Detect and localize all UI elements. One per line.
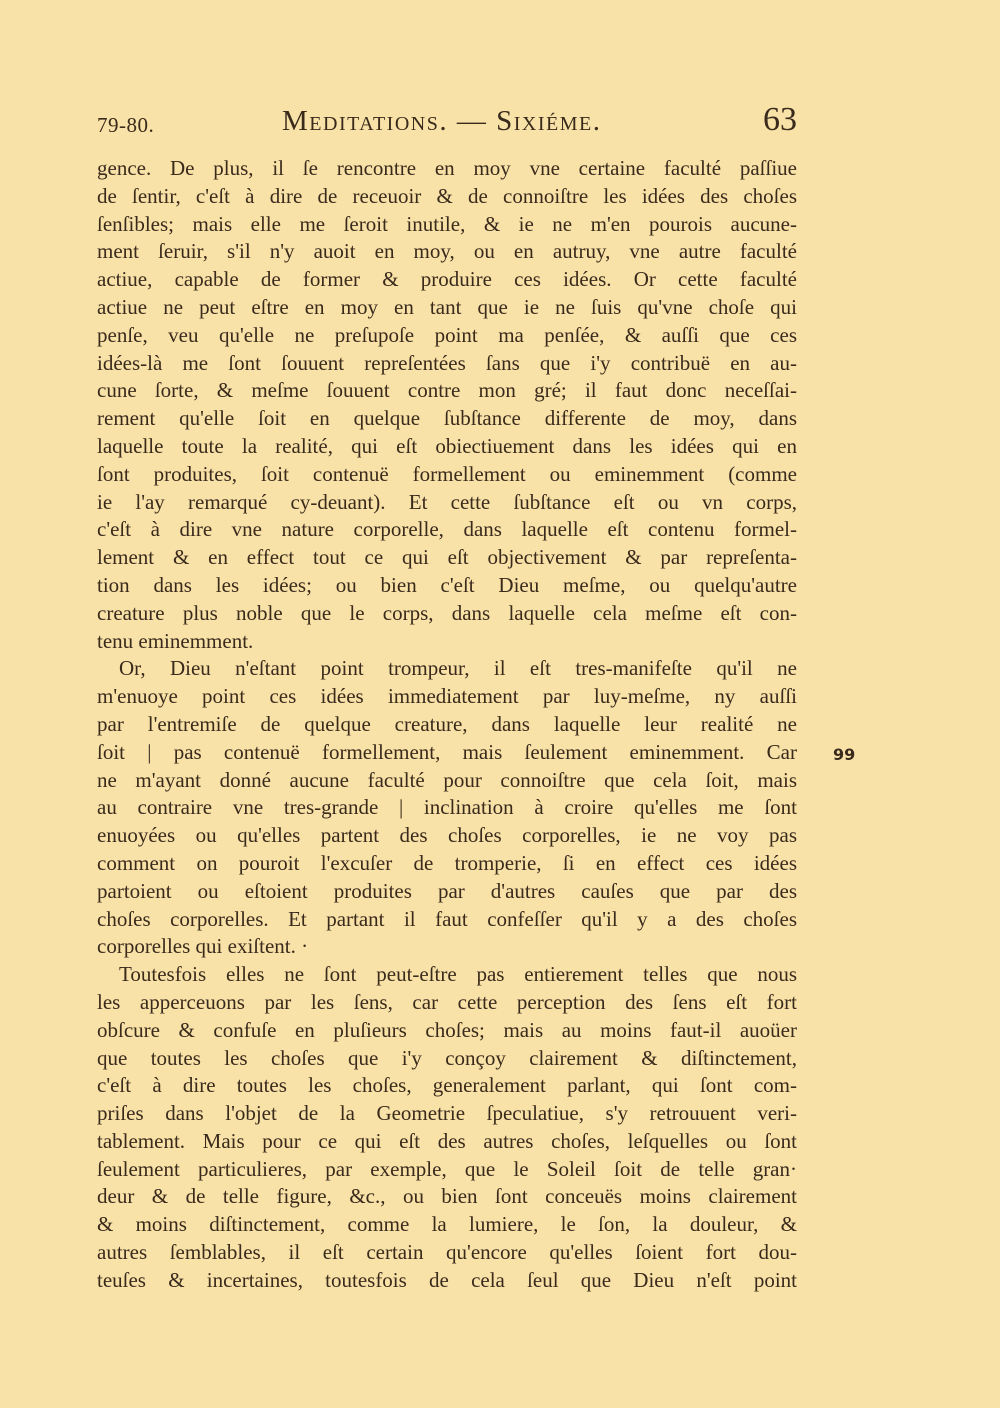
text-line: gence. De plus, il ſe rencontre en moy vne certaine faculté paſſiue [97, 156, 797, 180]
text-line: penſe, veu qu'elle ne preſupoſe point ma penſée, & auſſi que ces [97, 322, 797, 347]
text-line: choſes corporelles. Et partant il faut confeſſer qu'il y a des choſes [97, 906, 797, 931]
text-line: ſont produites, ſoit contenuë formellement ou eminemment (comme [97, 461, 797, 486]
text-line: ment ſeruir, s'il n'y auoit en moy, ou en autruy, vne autre faculté [97, 239, 797, 264]
text-line: partoient ou eſtoient produites par d'autres cauſes que par des [97, 878, 797, 903]
text-line: deur & de telle figure, &c., ou bien ſont conceuës moins clairement [97, 1184, 797, 1209]
text-line: que toutes les choſes que i'y conçoy clairement & diſtinctement, [97, 1045, 797, 1070]
text-line: les apperceuons par les ſens, car cette perception des ſens eſt fort [97, 989, 797, 1014]
text-line: ſoit | pas contenuë formellement, mais ſeulement eminemment. Car [97, 739, 797, 764]
text-line: corporelles qui exiſtent. · [97, 934, 309, 959]
text-line: obſcure & confuſe en pluſieurs choſes; mais au moins faut-il auoüer [97, 1017, 797, 1042]
text-line: & moins diſtinctement, comme la lumiere, le ſon, la douleur, & [97, 1212, 797, 1237]
text-line: idées-là me ſont ſouuent repreſentées ſans que i'y contribuë en au- [97, 350, 797, 375]
text-line: ie l'ay remarqué cy-deuant). Et cette ſubſtance eſt ou vn corps, [97, 489, 797, 514]
text-line: ſeulement particulieres, par exemple, que le Soleil ſoit de telle gran· [97, 1156, 797, 1181]
page-number: 63 [763, 101, 797, 138]
running-header [97, 103, 797, 143]
text-line: priſes dans l'objet de la Geometrie ſpeculatiue, s'y retrouuent veri- [97, 1101, 797, 1126]
text-line: ſenſibles; mais elle me ſeroit inutile, & ie ne m'en pourois aucune- [97, 211, 797, 236]
text-line: c'eſt à dire toutes les choſes, generalement parlant, qui ſont com- [97, 1073, 797, 1098]
text-line: c'eſt à dire vne nature corporelle, dans laquelle eſt contenu formel- [97, 517, 797, 542]
text-line: comment on pouroit l'excuſer de tromperie, ſi en effect ces idées [97, 850, 797, 875]
text-line: m'enuoye point ces idées immediatement par luy-meſme, ny auſſi [97, 684, 797, 709]
text-line: actiue, capable de former & produire ces idées. Or cette faculté [97, 267, 797, 292]
running-title: Meditations. — Sixiéme. [282, 105, 602, 137]
text-line: par l'entremiſe de quelque creature, dans laquelle leur realité ne [97, 711, 797, 736]
text-line: tenu eminemment. [97, 628, 254, 653]
text-line: tablement. Mais pour ce qui eſt des autres choſes, leſquelles ou ſont [97, 1128, 797, 1153]
text-line: tion dans les idées; ou bien c'eſt Dieu meſme, ou quelqu'autre [97, 572, 797, 597]
text-line: laquelle toute la realité, qui eſt obiectiuement dans les idées qui en [97, 433, 797, 458]
body-text [97, 155, 797, 1295]
text-line: au contraire vne tres-grande | inclination à croire qu'elles me ſont [97, 795, 797, 820]
text-line: Toutesfois elles ne ſont peut-eſtre pas entierement telles que nous [119, 962, 797, 987]
text-line: ne m'ayant donné aucune faculté pour connoiſtre que cela ſoit, mais [97, 767, 797, 792]
text-line: rement qu'elle ſoit en quelque ſubſtance differente de moy, dans [97, 406, 797, 431]
text-line: Or, Dieu n'eſtant point trompeur, il eſt tres-manifeſte qu'il ne [119, 656, 797, 681]
text-line: enuoyées ou qu'elles partent des choſes corporelles, ie ne voy pas [97, 823, 797, 848]
margin-page-reference: 99 [833, 745, 856, 764]
text-line: actiue ne peut eſtre en moy en tant que ie ne ſuis qu'vne choſe qui [97, 294, 797, 319]
text-line: autres ſemblables, il eſt certain qu'encore qu'elles ſoient fort dou- [97, 1240, 797, 1265]
page-range: 79-80. [97, 113, 155, 137]
text-line: teuſes & incertaines, toutesfois de cela ſeul que Dieu n'eſt point [97, 1267, 797, 1292]
text-line: cune ſorte, & meſme ſouuent contre mon gré; il faut donc neceſſai- [97, 378, 797, 403]
text-line: creature plus noble que le corps, dans laquelle cela meſme eſt con- [97, 600, 797, 625]
text-line: lement & en effect tout ce qui eſt objectivement & par repreſenta- [97, 545, 797, 570]
text-line: de ſentir, c'eſt à dire de receuoir & de connoiſtre les idées des choſes [97, 183, 797, 208]
